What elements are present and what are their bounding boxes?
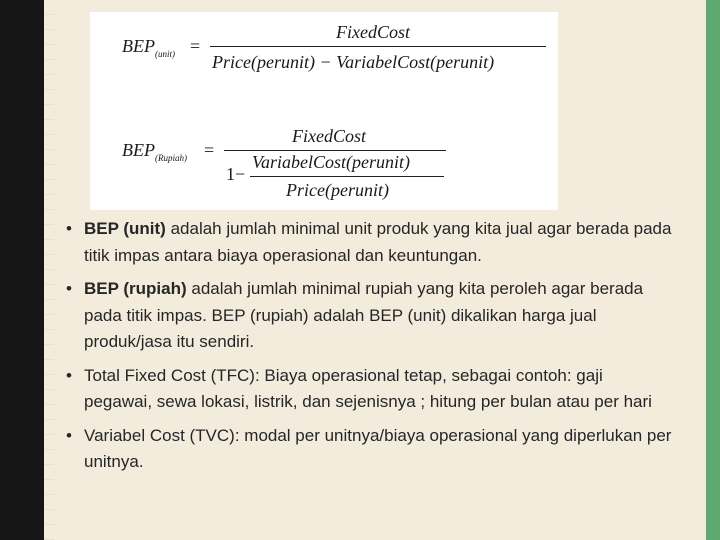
formula2-numerator: FixedCost [292,126,366,146]
formula2-one-minus: 1− [226,164,246,184]
bullet-item-bep-unit [64,216,674,269]
bullet-list [64,216,674,483]
formula1-numerator: FixedCost [336,22,410,42]
bullet-item-variabel-cost [64,423,674,476]
right-accent-bar [706,0,720,540]
bullet-term: BEP (unit) [84,219,166,238]
formula2-fraction-bar [224,150,446,151]
formula1-denominator: Price(perunit) − VariabelCost(perunit) [212,52,495,72]
bullet-marker: • [66,365,72,385]
bullet-text: adalah jumlah minimal unit produk yang kita jual agar berada pada titik impas antara biaya operasional dan keuntungan. [84,219,672,265]
formula2-lhs: $BEP_{(Rupiah)}$ [122,140,187,163]
bullet-item-bep-rupiah [64,276,674,356]
formula1-equals: = [190,36,201,56]
bullet-marker: • [66,279,72,298]
bullet-text: Variabel Cost (TVC): modal per unitnya/biaya operasional yang diperlukan per unitnya. [84,425,672,471]
bullet-marker: • [66,219,72,238]
formula2-inner-denominator: Price(perunit) [286,180,389,200]
bullet-text: Total Fixed Cost (TFC): Biaya operasional tetap, sebagai contoh: gaji pegawai, sewa lokasi, listrik, dan sejenisnya ; hitung per bulan atau per hari [84,365,652,411]
formula2-inner-fraction-bar [250,176,444,177]
left-edge-stripe [44,0,54,540]
bullet-marker: • [66,425,72,445]
left-decorative-bar [0,0,44,540]
formula-image [90,12,558,210]
bullet-term: BEP (rupiah) [84,279,187,298]
bullet-text: adalah jumlah minimal rupiah yang kita peroleh agar berada pada titik impas. BEP (rupiah) adalah BEP (unit) dikalikan harga jual produk/jasa itu sendiri. [84,279,644,351]
bullet-item-total-fixed-cost [64,363,674,416]
formula2-equals: = [204,140,215,160]
formula1-lhs: $BEP_{(unit)}$ [122,36,175,59]
formula2-inner-numerator: VariabelCost(perunit) [252,152,410,172]
formula1-fraction-bar [210,46,546,47]
